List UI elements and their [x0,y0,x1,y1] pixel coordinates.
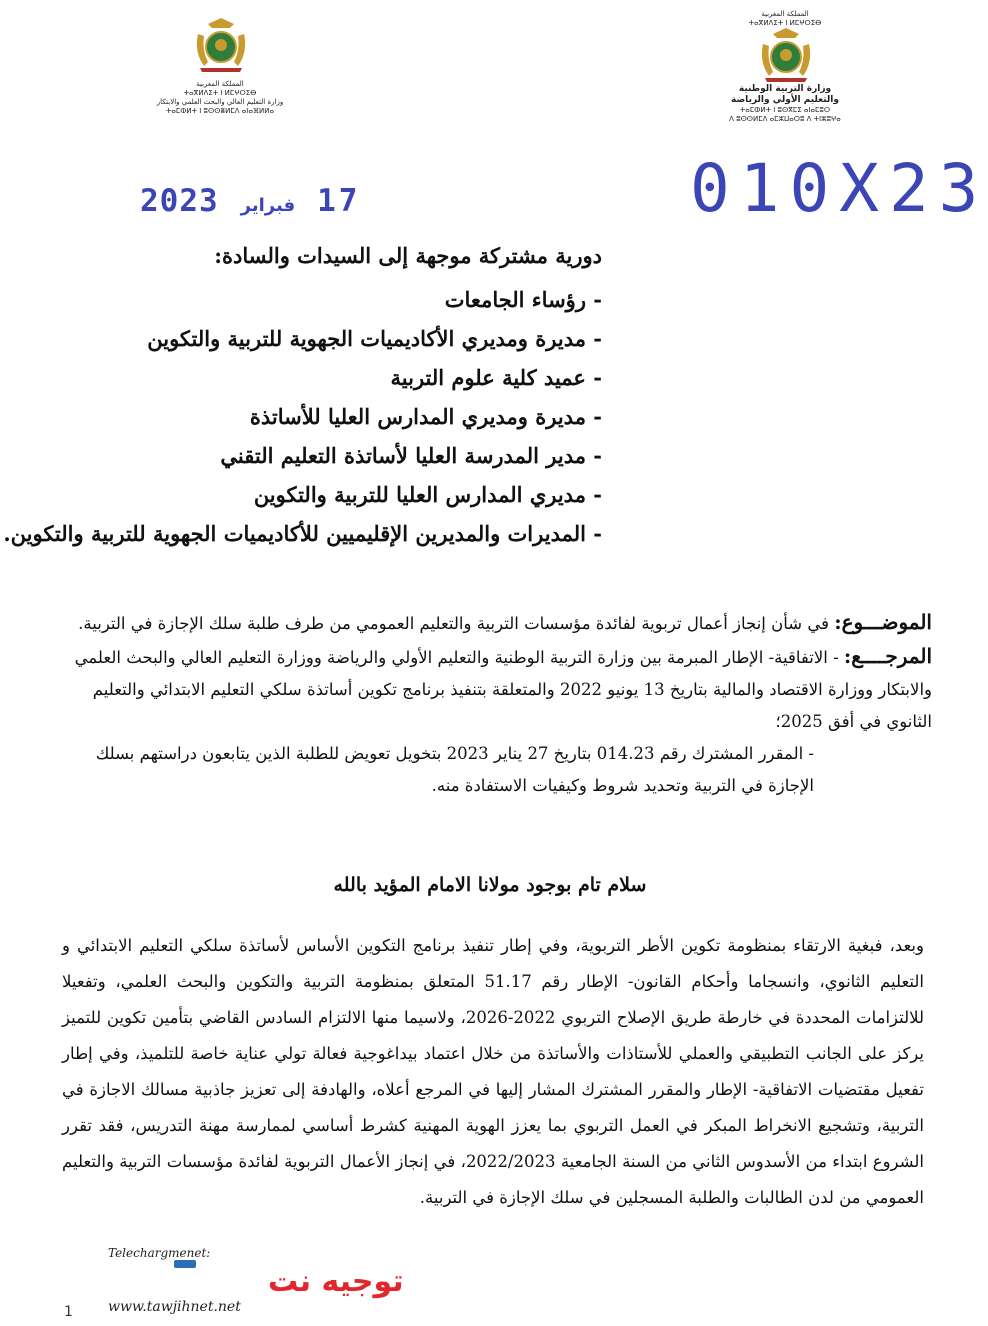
letterhead-right-bottom-text: وزارة التربية الوطنية والتعليم الأولي والرياضة ⵜⴰⵎⵀⵍⵜ ⵏ ⵓⵙⴳⵎⵉ ⴰⵏⴰⵎⵓⵔ ⴷ ⵓⵙⵙⵍⵎⴷ ⴰⵎⵣⵡⴰⵔⵓ ⴷ ⵜⵏⵣⵓⵖⴰ [729,84,841,123]
letterhead-left-text: المملكة المغربية ⵜⴰⴳⵍⴷⵉⵜ ⵏ ⵍⵎⵖⵔⵉⴱ وزارة التعليم العالي والبحث العلمي والابتكار ⵜⴰⵎⵀⵍⵜ ⵏ ⵓⵙⵙⴻⵍⵎⴷ ⴰⵏⴰⴼⵍⵍⴰ [156,80,284,115]
salutation: سلام تام بوجود مولانا الامام المؤيد بالله [333,874,647,896]
stamp-month: فبراير [240,195,296,216]
stamp-year: 2023 [140,183,219,219]
watermark-caption: Telechargmenet: [108,1246,211,1260]
addressee-item: - رؤساء الجامعات [42,280,602,319]
letterhead-right-top-text: المملكة المغربية ⵜⴰⴳⵍⴷⵉⵜ ⵏ ⵍⵎⵖⵔⵉⴱ [748,10,822,27]
addressee-item: - مديرة ومديري المدارس العليا للأساتذة [42,397,602,436]
addressees-heading: دورية مشتركة موجهة إلى السيدات والسادة: [214,243,602,268]
svg-text:توجيه نت: توجيه نت [268,1264,404,1299]
stamp-date [140,183,360,219]
addressee-item: - عميد كلية علوم التربية [42,358,602,397]
page-number: 1 [64,1304,73,1320]
royal-emblem-right-icon [755,24,817,86]
reference-row [60,738,932,802]
subject-references-block [60,606,932,802]
royal-emblem-left-icon [190,14,252,76]
addressee-item: - مدير المدرسة العليا لأساتذة التعليم التقني [42,436,602,475]
stamp-reference-number: 010X23 [690,150,988,227]
subject-label: الموضـــوع: [834,610,932,634]
reference-item: - المقرر المشترك رقم 014.23 بتاريخ 27 يناير 2023 بتخويل تعويض للطلبة الذين يتابعون دراستهم بسلك الإجازة في التربية وتحديد شروط وكيفيات الاستفادة منه. [95,744,814,795]
reference-label: المرجــــع: [843,644,932,668]
addressee-item: - مديري المدارس العليا للتربية والتكوين [42,475,602,514]
reference-row [60,640,932,738]
stamp-day: 17 [317,183,361,219]
subject-row [60,606,932,640]
tawjihnet-logo-icon [108,1258,404,1299]
addressee-item: - مديرة ومديري الأكاديميات الجهوية للتربية والتكوين [42,319,602,358]
body-paragraph: وبعد، فبغية الارتقاء بمنظومة تكوين الأطر التربوية، وفي إطار تنفيذ برنامج التكوين الأساس لأساتذة سلكي التعليم الابتدائي و التعليم الثانوي، وانسجاما وأحكام القانون- الإطار رقم 51.17 المتعلق بمنظومة التربية والتكوين والبحث العلمي، وتفعيلا للالتزامات المحددة في خارطة طريق الإصلاح التربوي 2022-2026، ولاسيما منها الالتزام السادس القاضي بتأمين تكوين للتميز يركز على الجانب التطبيقي والعملي للأستاذات والأساتذة من خلال اعتماد بيداغوجية فعالة تولي عناية خاصة للتلميذ، وفي إطار تفعيل مقتضيات الاتفاقية- الإطار والمقرر المشترك المشار إليها في المرجع أعلاه، والهادفة إلى تعزيز جاذبية مسالك الاجازة في التربية، وتشجيع الانخراط المبكر في العمل التربوي بما يعزز الهوية المهنية كشرط أساسي لممارسة مهنة التدريس، فقد تقرر الشروع ابتداء من الأسدوس الثاني من السنة الجامعية 2022/2023، في إنجاز الأعمال التربوية لفائدة مؤسسات التربية والتعليم العمومي من لدن الطالبات والطلبة المسجلين في سلك الإجازة في التربية. [62,936,925,1207]
subject-text: في شأن إنجاز أعمال تربوية لفائدة مؤسسات التربية والتعليم العمومي من طرف طلبة سلك الإجازة في التربية. [78,614,829,633]
watermark-url: www.tawjihnet.net [108,1299,241,1315]
reference-item: - الاتفاقية- الإطار المبرمة بين وزارة التربية الوطنية والتعليم الأولي والرياضة ووزارة التعليم العالي والبحث العلمي والابتكار ووزارة الاقتصاد والمالية بتاريخ 13 يونيو 2022 والمتعلقة بتنفيذ برنامج تكوين أساتذة سلكي التعليم الابتدائي والتعليم الثانوي في أفق 2025؛ [74,648,932,731]
addressee-item: - المديرات والمديرين الإقليميين للأكاديميات الجهوية للتربية والتكوين. [42,514,602,553]
addressees-block [3,240,602,553]
